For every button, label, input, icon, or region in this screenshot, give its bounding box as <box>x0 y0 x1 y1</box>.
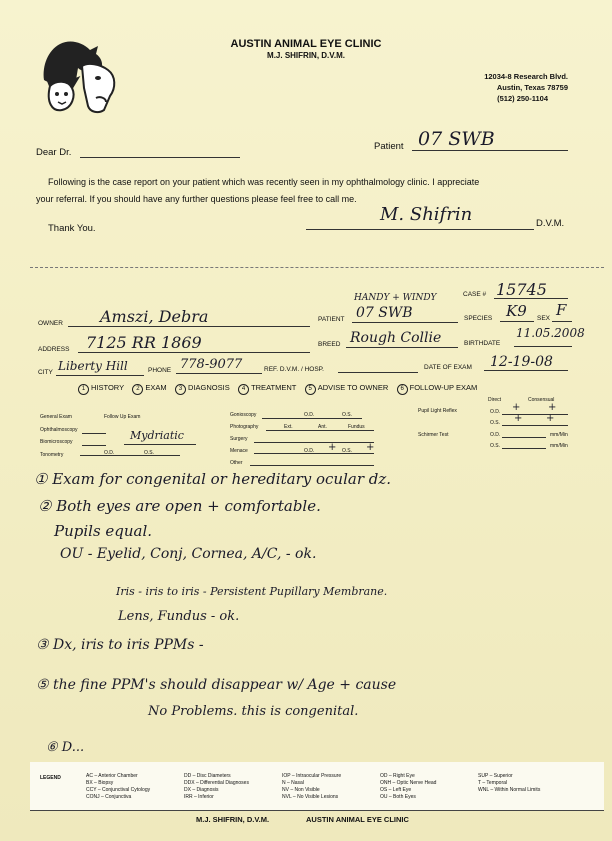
photo-fundus-label: Fundus <box>348 424 365 430</box>
note-line-2: ② Both eyes are open + comfortable. <box>38 497 321 515</box>
note-line-10: ⑥ D... <box>46 740 85 755</box>
schirmer-od-label: O.D. <box>490 432 501 438</box>
dear-label: Dear Dr. <box>36 147 72 158</box>
species-value: K9 <box>506 302 527 320</box>
case-value: 15745 <box>496 280 547 299</box>
pupil-od-consensual-value: + <box>548 402 557 413</box>
clinic-name: AUSTIN ANIMAL EYE CLINIC <box>230 38 382 50</box>
photo-ext-label: Ext. <box>284 424 293 430</box>
legend-title: LEGEND <box>40 775 61 781</box>
sex-value: F <box>556 301 567 319</box>
ref-label: REF. D.V.M. / HOSP. <box>264 366 324 373</box>
step-treatment: TREATMENT <box>251 383 297 392</box>
exam-date-value: 12-19-08 <box>490 354 553 370</box>
general-exam-label: General Exam <box>40 414 72 420</box>
step-diagnosis: DIAGNOSIS <box>188 383 230 392</box>
exam-date-label: DATE OF EXAM <box>424 364 472 371</box>
gonioscopy-od-label: O.D. <box>304 412 315 418</box>
owner-value: Amszi, Debra <box>100 307 209 326</box>
birthdate-label: BIRTHDATE <box>464 340 501 347</box>
sex-label: SEX <box>537 315 551 322</box>
legend-col-1: AC – Anterior Chamber BX – Biopsy CCY – Conjunctival Cytology CONJ – Conjunctiva <box>86 773 151 800</box>
pupil-os-label: O.S. <box>490 420 501 426</box>
letter-patient-value: 07 SWB <box>418 128 495 150</box>
clinic-address-1: 12034-8 Research Blvd. <box>484 72 568 81</box>
footer-clinic: AUSTIN ANIMAL EYE CLINIC <box>306 815 409 824</box>
breed-label: BREED <box>318 341 341 348</box>
step-advise: ADVISE TO OWNER <box>317 383 389 392</box>
tonometry-os-label: O.S. <box>144 450 155 456</box>
legend-col-2: DD – Disc Diameters DDX – Differential Diagnoses DX – Diagnosis IRR – Inferior <box>184 773 249 800</box>
schirmer-od-unit: mm/Min <box>550 432 568 438</box>
signature: M. Shifrin <box>380 204 473 225</box>
pupil-od-label: O.D. <box>490 409 501 415</box>
direct-label: Direct <box>488 397 502 403</box>
note-line-6: Lens, Fundus - ok. <box>118 609 240 624</box>
thank-you: Thank You. <box>48 223 96 234</box>
footer-doctor: M.J. SHIFRIN, D.V.M. <box>196 815 270 824</box>
clinic-phone: (512) 250-1104 <box>497 94 548 103</box>
schirmer-os-unit: mm/Min <box>550 443 568 449</box>
schirmer-os-label: O.S. <box>490 443 501 449</box>
menace-od-value: + <box>328 442 337 453</box>
photography-label: Photography <box>230 424 259 430</box>
pupil-reflex-label: Pupil Light Reflex <box>418 408 457 414</box>
other-label: Other <box>230 460 243 466</box>
letter-body-line-2: your referral. If you should have any further questions please feel free to call me. <box>36 194 357 204</box>
dvm-label: D.V.M. <box>536 218 565 229</box>
schirmer-label: Schirmer Test <box>418 432 449 438</box>
note-line-7: ③ Dx, iris to iris PPMs - <box>36 637 204 653</box>
address-value: 7125 RR 1869 <box>86 333 202 352</box>
birthdate-value: 11.05.2008 <box>516 326 585 340</box>
patient-above-value: HANDY + WINDY <box>354 293 437 303</box>
city-value: Liberty Hill <box>58 359 128 373</box>
note-line-4: OU - Eyelid, Conj, Cornea, A/C, - ok. <box>60 546 317 562</box>
letter-patient-label: Patient <box>374 141 404 152</box>
consensual-label: Consensual <box>528 397 555 403</box>
pupil-os-consensual-value: + <box>546 413 555 424</box>
mydriatic-value: Mydriatic <box>130 429 184 442</box>
note-line-8: ⑤ the fine PPM's should disappear w/ Age + cause <box>36 677 397 693</box>
tonometry-od-label: O.D. <box>104 450 115 456</box>
note-line-9: No Problems. this is congenital. <box>148 704 359 719</box>
menace-label: Menace <box>230 448 248 454</box>
form-patient-value: 07 SWB <box>356 305 413 321</box>
city-label: CITY <box>38 369 53 376</box>
note-line-1: ① Exam for congenital or hereditary ocular dz. <box>34 470 392 488</box>
tonometry-label: Tonometry <box>40 452 64 458</box>
legend-col-4: OD – Right Eye ONH – Optic Nerve Head OS – Left Eye OU – Both Eyes <box>380 773 437 800</box>
perforation-line <box>30 267 604 268</box>
phone-value: 778-9077 <box>180 357 243 372</box>
doctor-name: M.J. SHIFRIN, D.V.M. <box>267 51 345 60</box>
step-history: HISTORY <box>91 383 125 392</box>
menace-od-label: O.D. <box>304 448 315 454</box>
case-label: CASE # <box>463 291 487 298</box>
exam-steps: 1 HISTORY 2 EXAM 3 DIAGNOSIS 4 TREATMENT 5 ADVISE TO OWNER 6 FOLLOW-UP EXAM <box>78 383 477 395</box>
legend-col-5: SUP – Superior T – Temporal WNL – Within Normal Limits <box>478 773 541 793</box>
ophthalmoscopy-label: Ophthalmoscopy <box>40 427 78 433</box>
step-follow-up: FOLLOW-UP EXAM <box>409 383 478 392</box>
menace-os-label: O.S. <box>342 448 353 454</box>
phone-label: PHONE <box>148 367 172 374</box>
gonioscopy-os-label: O.S. <box>342 412 353 418</box>
menace-os-value: + <box>366 442 375 453</box>
note-line-3: Pupils equal. <box>54 522 153 540</box>
note-line-5: Iris - iris to iris - Persistent Pupillary Membrane. <box>116 585 388 598</box>
species-label: SPECIES <box>464 315 493 322</box>
gonioscopy-label: Gonioscopy <box>230 412 257 418</box>
clinic-address-2: Austin, Texas 78759 <box>496 83 568 92</box>
pupil-os-direct-value: + <box>514 413 523 424</box>
surgery-label: Surgery <box>230 436 248 442</box>
owner-label: OWNER <box>38 320 63 327</box>
step-exam: EXAM <box>145 383 167 392</box>
letter-body-line-1: Following is the case report on your patient which was recently seen in my ophthalmology clinic. I appreciate <box>48 177 480 187</box>
breed-value: Rough Collie <box>350 330 442 346</box>
biomicroscopy-label: Biomicroscopy <box>40 439 73 445</box>
follow-up-exam-label: Follow Up Exam <box>104 414 141 420</box>
pupil-od-direct-value: + <box>512 402 521 413</box>
form-patient-label: PATIENT <box>318 316 345 323</box>
legend-col-3: IOP – Intraocular Pressure N – Nasal NV – Non Visible NVL – No Visible Lesions <box>282 773 342 800</box>
photo-ant-label: Ant. <box>318 424 327 430</box>
address-label: ADDRESS <box>38 346 70 353</box>
